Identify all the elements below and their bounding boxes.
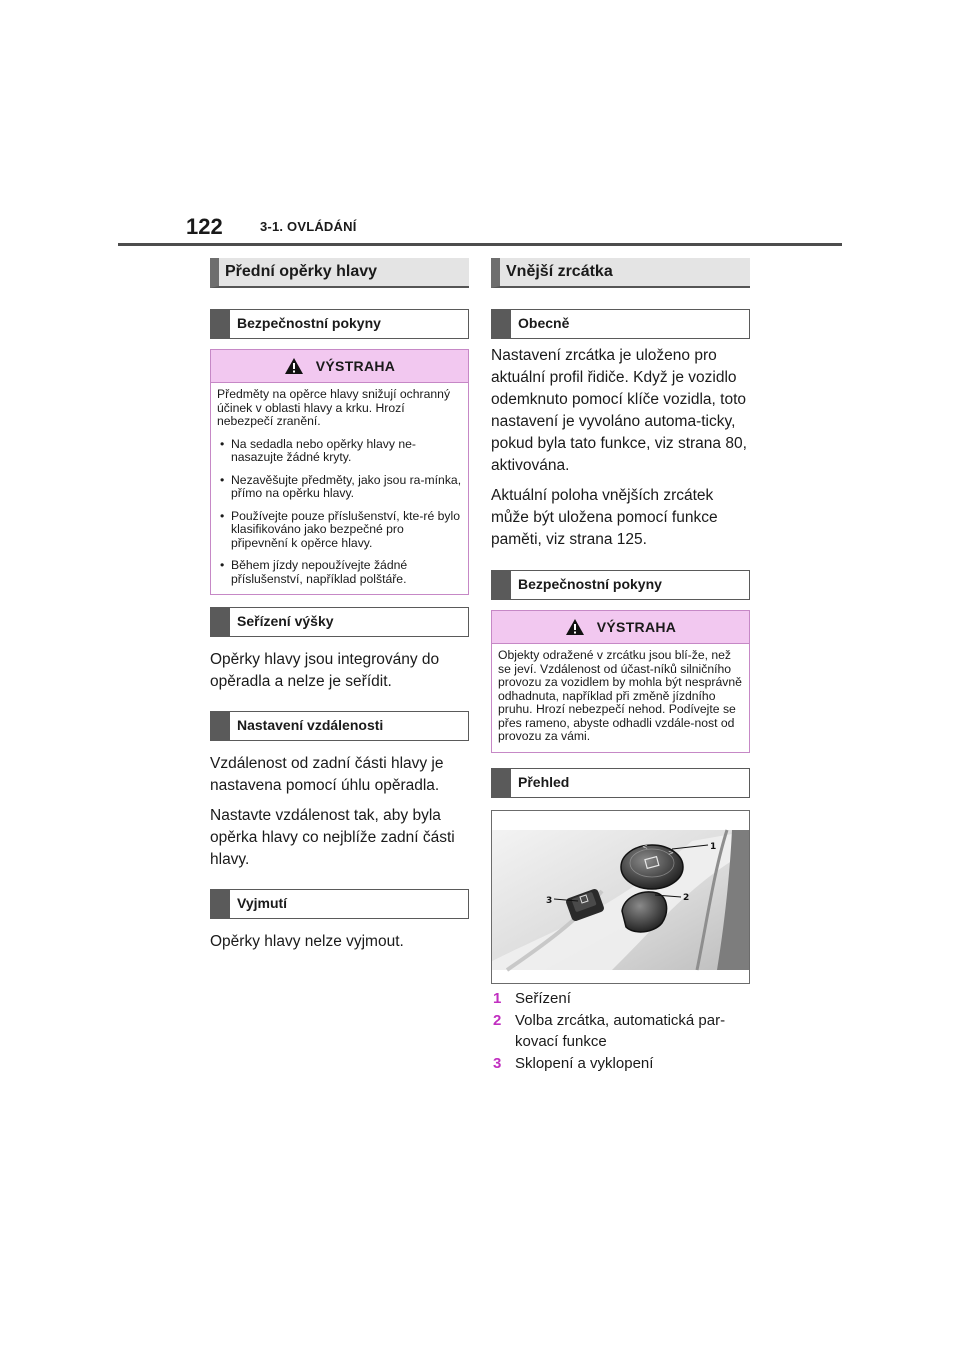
chapter-title: 3-1. OVLÁDÁNÍ [260,219,357,234]
warning-intro: Předměty na opěrce hlavy snižují ochranný účinek v oblasti hlavy a krku. Hrozí nebezpečí zranění. [217,387,451,428]
subheading-overview: Přehled [491,768,750,798]
warning-box [491,610,750,753]
header-rule [118,243,842,246]
warning-body [492,644,749,752]
subheading-height: Seřízení výšky [210,607,469,637]
callout-3: 3 [546,895,553,906]
page-number: 122 [186,214,223,239]
warning-header [211,350,468,383]
list-item: • Během jízdy nepoužívejte žádné příslušenství, například polštáře. [217,559,462,586]
warning-triangle-icon [565,618,585,636]
mirror-controls-illustration [492,811,749,983]
list-item: • Nezavěšujte předměty, jako jsou ra-mínka, přímo na opěrku hlavy. [217,474,462,501]
distance-text-2: Nastavte vzdálenost tak, aby byla opěrka hlavy co nejblíže zadní části hlavy. [210,807,455,868]
subheading-safety: Bezpečnostní pokyny [210,309,469,339]
callout-1: 1 [710,841,717,852]
removal-text: Opěrky hlavy nelze vyjmout. [210,933,404,950]
height-text: Opěrky hlavy jsou integrovány do opěradla a nelze je seřídit. [210,651,440,690]
warning-text: Objekty odražené v zrcátku jsou blí-že, než se jeví. Vzdálenost od účast-níků silničního provozu za vozidlem by mohla být nesprávně odhadnuta, například při změně jízdního pruhu. Hrozí nebezpečí nehod. Podívejte se přes rameno, abyste odhadli vzdále-nost od provozu za vámi. [498,648,742,743]
subheading-distance: Nastavení vzdálenosti [210,711,469,741]
legend-item [491,1053,750,1074]
callout-2: 2 [683,892,690,903]
legend-text: Volba zrcátka, automatická par-kovací funkce [515,1011,726,1050]
legend-number: 1 [493,989,502,1007]
legend-text: Sklopení a vyklopení [515,1054,654,1072]
warning-header [492,611,749,644]
svg-text:<: < [642,842,648,851]
mirror-controls-figure [491,810,750,984]
section-heading-mirrors: Vnější zrcátka [491,258,750,288]
legend-number: 2 [493,1011,502,1029]
left-column [210,258,469,953]
subheading-safety-mirrors: Bezpečnostní pokyny [491,570,750,600]
subheading-general: Obecně [491,309,750,339]
figure-legend [491,988,750,1074]
distance-text-1: Vzdálenost od zadní části hlavy je nastavena pomocí úhlu opěradla. [210,755,444,794]
right-column [491,258,750,1075]
warning-body [211,383,468,594]
legend-text: Seřízení [515,989,571,1007]
list-item: • Na sedadla nebo opěrky hlavy ne-nasazujte žádné kryty. [217,438,462,465]
warning-box [210,349,469,595]
general-text-2: Aktuální poloha vnějších zrcátek může být uložena pomocí funkce paměti, viz strana 125. [491,487,718,548]
legend-item [491,988,750,1009]
warning-triangle-icon [284,357,304,375]
general-text-1: Nastavení zrcátka je uloženo pro aktuální profil řidiče. Když je vozidlo odemknuto pomocí klíče vozidla, toto nastavení je vyvoláno automa-ticky, pokud byla tato funkce, viz strana 80, aktivována. [491,347,747,474]
warning-title: VÝSTRAHA [315,358,396,374]
svg-text:>: > [668,848,674,857]
legend-item [491,1010,750,1052]
section-heading-headrests: Přední opěrky hlavy [210,258,469,288]
warning-list [217,438,462,587]
subheading-removal: Vyjmutí [210,889,469,919]
warning-title: VÝSTRAHA [596,619,677,635]
legend-number: 3 [493,1054,502,1072]
list-item: • Používejte pouze příslušenství, kte-ré bylo klasifikováno jako bezpečné pro připevnění k opěrce hlavy. [217,510,462,551]
